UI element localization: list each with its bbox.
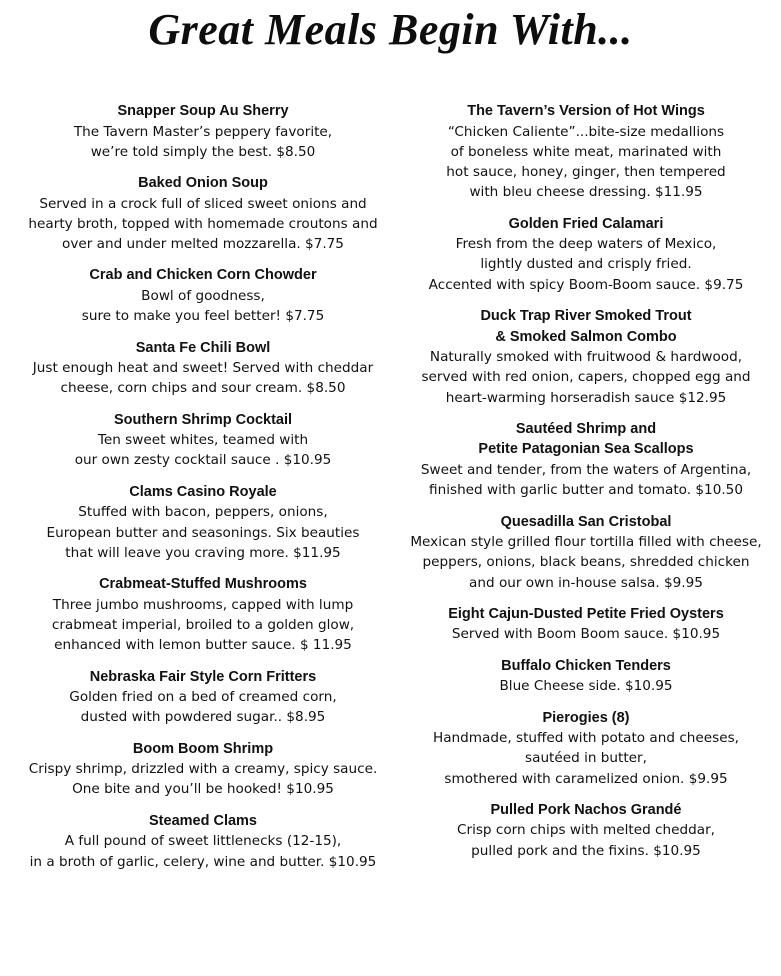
menu-item [10,667,396,728]
menu-item-name: Quesadilla San Cristobal [500,513,672,530]
menu-item-description: Mexican style grilled flour tortilla filled with cheese, [410,534,762,551]
menu-item-description: Served with Boom Boom sauce. $10.95 [451,626,721,643]
menu-item-description: that will leave you craving more. $11.95 [65,544,341,561]
page-title: Great Meals Begin With... [148,5,633,54]
menu-item-name: Buffalo Chicken Tenders [501,657,671,674]
menu-item [10,482,396,563]
menu-item-name: Crabmeat-Stuffed Mushrooms [99,576,307,593]
menu-item-description: Three jumbo mushrooms, capped with lump [52,596,354,613]
menu-item-description: hot sauce, honey, ginger, then tempered [446,164,726,181]
menu-item-description: European butter and seasonings. Six beauties [46,524,360,541]
menu-item-name: Santa Fe Chili Bowl [135,339,271,356]
menu-item-name: Sautéed Shrimp and [515,420,657,437]
menu-item-description: Golden fried on a bed of creamed corn, [69,689,337,706]
menu-item-description: finished with garlic butter and tomato. $10.50 [429,482,743,499]
menu-item-description: cheese, corn chips and sour cream. $8.50 [60,380,346,397]
menu-item [398,656,774,697]
menu-item-name: Crab and Chicken Corn Chowder [89,267,317,284]
menu-item-name: Petite Patagonian Sea Scallops [478,441,694,458]
menu-item [10,101,396,162]
menu-item-description: heart-warming horseradish sauce $12.95 [445,389,727,406]
menu-item-description: Crisp corn chips with melted cheddar, [456,822,715,839]
menu-item-description: Naturally smoked with fruitwood & hardwood, [429,349,743,366]
menu-item-description: Handmade, stuffed with potato and cheeses, [432,730,739,747]
menu-item-description: A full pound of sweet littlenecks (12-15), [64,833,342,850]
menu-item-description: One bite and you’ll be hooked! $10.95 [72,781,334,798]
menu-item [10,574,396,655]
menu-item-name: Golden Fried Calamari [508,215,664,232]
menu-item-description: pulled pork and the fixins. $10.95 [471,842,701,859]
menu-item [398,512,774,593]
menu-item-name: Snapper Soup Au Sherry [117,103,289,119]
menu-item-description: and our own in-house salsa. $9.95 [469,574,703,591]
menu-item [398,101,774,203]
menu-item-description: Fresh from the deep waters of Mexico, [455,236,717,253]
menu-item-description: sure to make you feel better! $7.75 [81,308,325,325]
menu-item [398,214,774,295]
menu-item-name: Pulled Pork Nachos Grandé [490,801,682,818]
menu-item-description: The Tavern Master’s peppery favorite, [73,123,333,140]
menu-item-name: & Smoked Salmon Combo [495,328,677,345]
menu-item-description: Bowl of goodness, [141,287,265,304]
menu-item-name: Nebraska Fair Style Corn Fritters [89,668,317,685]
menu-item [10,811,396,872]
menu-item [398,306,774,408]
menu-item-description: in a broth of garlic, celery, wine and butter. $10.95 [29,853,377,870]
menu-item-description: Crispy shrimp, drizzled with a creamy, spicy sauce. [28,761,378,778]
menu-item-name: Boom Boom Shrimp [132,740,274,757]
menu-item-description: smothered with caramelized onion. $9.95 [444,770,728,787]
menu-item-description: Ten sweet whites, teamed with [97,432,309,449]
menu-item-description: “Chicken Caliente”...bite-size medallions [447,123,725,140]
menu-item-description: Accented with spicy Boom-Boom sauce. $9.75 [428,276,744,293]
menu-item-description: Blue Cheese side. $10.95 [499,678,673,695]
menu-item-description: Served in a crock full of sliced sweet onions and [39,195,367,212]
menu-item-description: hearty broth, topped with homemade croutons and [28,215,378,232]
menu-item-description: sautéed in butter, [525,750,647,767]
menu-item-description: lightly dusted and crisply fried. [480,256,692,273]
menu-column-left [10,101,396,883]
menu-item-name: Southern Shrimp Cocktail [113,411,293,428]
menu-item-description: Just enough heat and sweet! Served with cheddar [32,360,374,377]
menu-item [398,604,774,645]
menu-item [398,800,774,861]
menu-item [10,338,396,399]
menu-item-name: Steamed Clams [149,812,257,829]
menu-item-name: Duck Trap River Smoked Trout [480,308,692,325]
menu-item-description: of boneless white meat, marinated with [450,143,722,160]
menu-item-description: enhanced with lemon butter sauce. $ 11.95 [54,637,352,654]
menu-item-name: Eight Cajun-Dusted Petite Fried Oysters [448,605,724,622]
menu-item-description: we’re told simply the best. $8.50 [90,143,316,160]
menu-item [398,708,774,789]
menu-item-name: The Tavern’s Version of Hot Wings [467,103,705,119]
menu-item-description: dusted with powdered sugar.. $8.95 [80,709,326,726]
menu-column-right [398,101,774,872]
menu-item-description: Sweet and tender, from the waters of Argentina, [420,461,752,478]
menu-item-description: crabmeat imperial, broiled to a golden glow, [51,616,355,633]
menu-item [398,419,774,501]
menu-item [10,265,396,326]
menu-item-description: with bleu cheese dressing. $11.95 [469,184,703,201]
menu-item [10,739,396,800]
menu-item-name: Clams Casino Royale [129,483,277,500]
menu-item [10,410,396,471]
menu-item-description: Stuffed with bacon, peppers, onions, [78,504,328,521]
menu-item-description: our own zesty cocktail sauce . $10.95 [74,452,332,469]
menu-item-description: peppers, onions, black beans, shredded chicken [422,554,750,571]
menu-item [10,173,396,254]
menu-item-description: served with red onion, capers, chopped egg and [421,369,751,386]
menu-item-name: Baked Onion Soup [138,175,268,192]
menu-item-description: over and under melted mozzarella. $7.75 [62,236,344,253]
menu-item-name: Pierogies (8) [542,709,630,726]
